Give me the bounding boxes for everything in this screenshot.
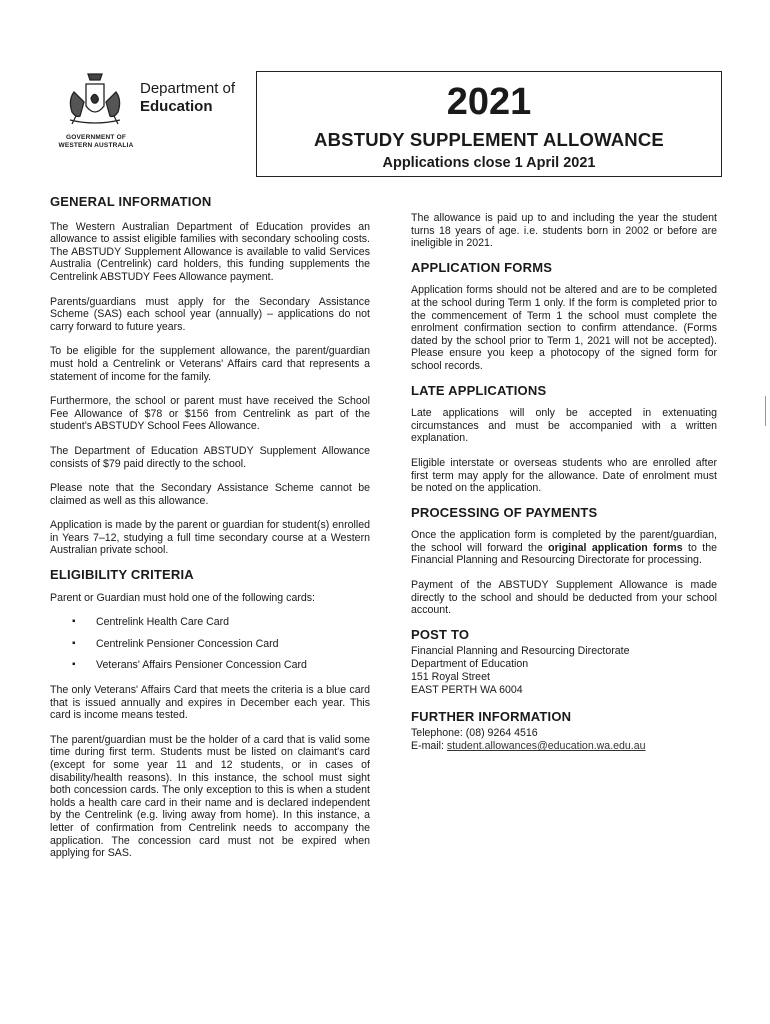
left-column bbox=[50, 196, 370, 872]
application-forms-heading: APPLICATION FORMS bbox=[411, 259, 553, 275]
processing-of-payments-heading: PROCESSING OF PAYMENTS bbox=[411, 504, 598, 520]
government-label bbox=[46, 134, 146, 149]
scan-margin-mark bbox=[765, 396, 766, 426]
list-item: ▪ Centrelink Pensioner Concession Card bbox=[72, 638, 370, 651]
processing-paragraph bbox=[411, 529, 717, 567]
original-application-forms-emphasis: original application forms bbox=[548, 541, 683, 554]
title-box bbox=[256, 71, 722, 177]
processing-text-end: to the Financial Planning and Resourcing Directorate for processing. bbox=[411, 541, 717, 567]
document-title: ABSTUDY SUPPLEMENT ALLOWANCE bbox=[314, 129, 664, 150]
late-applications-heading: LATE APPLICATIONS bbox=[411, 382, 547, 398]
general-information-heading: GENERAL INFORMATION bbox=[50, 194, 212, 209]
address-line: 151 Royal Street bbox=[411, 671, 490, 684]
right-column bbox=[411, 212, 717, 753]
application-forms-paragraph: Application forms should not be altered and are to be completed at the school during Term 1 only. If the form is completed prior to the commencement of Term 1 the school must complete the enrolment confirmation section to confirm attendance. (Forms dated by the school prior to Term 1, 2021 will not be accepted). Please ensure you keep a photocopy of the signed form for school records. bbox=[411, 284, 717, 372]
email-line bbox=[411, 740, 717, 753]
dept-line2: Education bbox=[140, 98, 213, 115]
contact-details bbox=[411, 727, 717, 753]
dept-line1: Department of bbox=[140, 80, 236, 97]
telephone-line: Telephone: (08) 9264 4516 bbox=[411, 727, 538, 740]
department-name bbox=[140, 80, 235, 116]
email-label: E-mail: bbox=[411, 740, 447, 753]
late-applications-paragraph: Late applications will only be accepted in extenuating circumstances and must be accompanied with a written explanation. bbox=[411, 407, 717, 445]
processing-text-start: Once the application form is completed by the parent/guardian, the school will forward the bbox=[411, 529, 717, 554]
eligible-cards-list bbox=[50, 616, 370, 672]
eligibility-paragraph: The parent/guardian must be the holder of a card that is valid some time during first term. Students must be listed on claimant's card (except for some year 11 and 12 students, or in cases of disability/health reasons). In this instance, the school must sight both concession cards. The only exception to this is when a student holds a health care card in their name and is declared independent by the Centrelink (e.g. living away from home). In this instance, a letter of confirmation from Centrelink needs to accompany the application. The concession card must not be expired when applying for SAS. bbox=[50, 733, 370, 860]
general-paragraph: To be eligible for the supplement allowance, the parent/guardian must hold a Centrelink or Veterans' Affairs card that represents a statement of income for the family. bbox=[50, 345, 370, 383]
address-line: EAST PERTH WA 6004 bbox=[411, 684, 523, 697]
postal-address bbox=[411, 645, 717, 697]
gov-label-line2: WESTERN AUSTRALIA bbox=[58, 141, 134, 149]
address-line: Department of Education bbox=[411, 658, 529, 671]
payment-paragraph: Payment of the ABSTUDY Supplement Allowance is made directly to the school and should be deducted from your school account. bbox=[411, 579, 717, 617]
eligibility-paragraph: The only Veterans' Affairs Card that meets the criteria is a blue card that is issued annually and expires in December each year. This card is income means tested. bbox=[50, 684, 370, 722]
year-title: 2021 bbox=[446, 81, 532, 123]
late-applications-paragraph: Eligible interstate or overseas students who are enrolled after first term may apply for the allowance. Date of enrolment must be noted on the application. bbox=[411, 456, 717, 495]
general-paragraph: Application is made by the parent or guardian for student(s) enrolled in Years 7–12, studying a full time secondary course at a Western Australian private school. bbox=[50, 519, 370, 557]
further-information-heading: FURTHER INFORMATION bbox=[411, 709, 572, 725]
general-paragraph: The Western Australian Department of Education provides an allowance to assist eligible families with secondary schooling costs. The ABSTUDY Supplement Allowance is available to valid Services Australia (Centrelink) card holders, this funding supplements the Centrelink ABSTUDY Fees Allowance payment. bbox=[50, 220, 370, 283]
gov-label-line1: GOVERNMENT OF bbox=[65, 134, 127, 141]
list-item: ▪ Veterans' Affairs Pensioner Concession Card bbox=[72, 659, 370, 672]
general-paragraph: Please note that the Secondary Assistance Scheme cannot be claimed as well as this allowance. bbox=[50, 482, 370, 507]
coat-of-arms-graphic bbox=[50, 66, 140, 136]
general-paragraph: Furthermore, the school or parent must have received the School Fee Allowance of $78 or $156 from Centrelink as part of the student's ABSTUDY School Fees Allowance. bbox=[50, 395, 370, 433]
general-paragraph: The Department of Education ABSTUDY Supplement Allowance consists of $79 paid directly to the school. bbox=[50, 444, 370, 470]
eligibility-criteria-heading: ELIGIBILITY CRITERIA bbox=[50, 567, 194, 583]
list-item: ▪ Centrelink Health Care Card bbox=[72, 616, 370, 629]
eligibility-intro: Parent or Guardian must hold one of the following cards: bbox=[50, 591, 315, 604]
address-line: Financial Planning and Resourcing Directorate bbox=[411, 645, 630, 658]
email-link[interactable]: student.allowances@education.wa.edu.au bbox=[446, 740, 646, 753]
age-limit-paragraph: The allowance is paid up to and including the year the student turns 18 years of age. i.e. students born in 2002 or before are ineligible in 2021. bbox=[411, 212, 717, 250]
general-paragraph: Parents/guardians must apply for the Secondary Assistance Scheme (SAS) each school year (annually) – applications do not carry forward to future years. bbox=[50, 295, 370, 333]
deadline-subtitle: Applications close 1 April 2021 bbox=[382, 155, 596, 171]
post-to-heading: POST TO bbox=[411, 626, 470, 642]
